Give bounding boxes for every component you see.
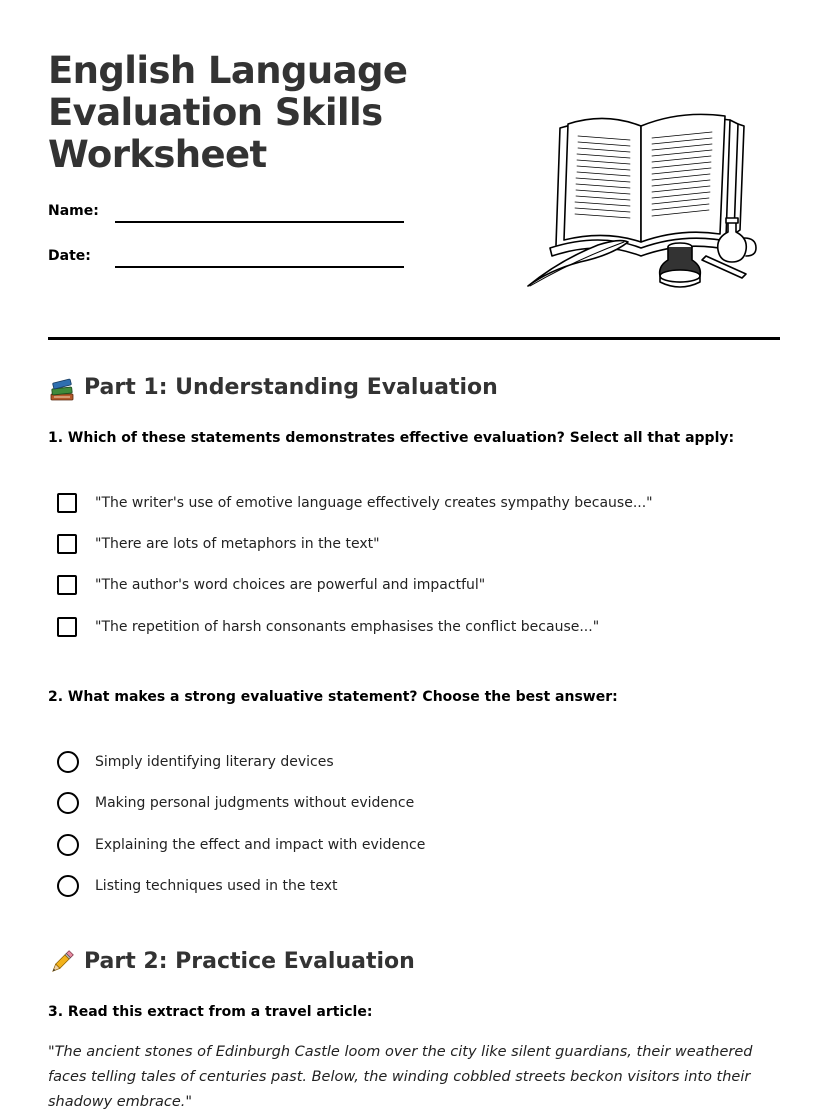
question-1: 1. Which of these statements demonstrates effective evaluation? Select all that apply: [48, 430, 735, 446]
q1-option-label: "There are lots of metaphors in the text" [95, 536, 380, 552]
radio-button[interactable] [57, 792, 79, 814]
q2-option[interactable] [57, 873, 338, 899]
question-3: 3. Read this extract from a travel article: [48, 1004, 373, 1020]
radio-button[interactable] [57, 875, 79, 897]
part1-heading [48, 374, 498, 402]
q2-option[interactable] [57, 790, 414, 816]
q1-option[interactable] [57, 531, 380, 557]
q1-option[interactable] [57, 614, 599, 640]
open-book-illustration-icon [520, 110, 770, 295]
q2-option-label: Listing techniques used in the text [95, 878, 338, 894]
q1-option[interactable] [57, 490, 653, 516]
name-label: Name: [48, 203, 99, 219]
q2-option-label: Simply identifying literary devices [95, 754, 334, 770]
question-2: 2. What makes a strong evaluative statement? Choose the best answer: [48, 689, 618, 705]
checkbox[interactable] [57, 617, 77, 637]
name-field [48, 203, 408, 233]
q1-option[interactable] [57, 572, 485, 598]
date-label: Date: [48, 248, 91, 264]
date-input-line[interactable] [115, 266, 404, 268]
checkbox[interactable] [57, 575, 77, 595]
radio-button[interactable] [57, 751, 79, 773]
q2-option-label: Explaining the effect and impact with evidence [95, 837, 426, 853]
q2-option[interactable] [57, 832, 425, 858]
name-input-line[interactable] [115, 221, 404, 223]
q1-option-label: "The author's word choices are powerful and impactful" [95, 577, 486, 593]
q2-option-label: Making personal judgments without evidence [95, 795, 415, 811]
q2-option[interactable] [57, 749, 334, 775]
books-icon [48, 374, 76, 402]
section-divider [48, 337, 780, 340]
part1-title: Part 1: Understanding Evaluation [84, 375, 498, 400]
q1-option-label: "The repetition of harsh consonants emphasises the conflict because..." [95, 619, 600, 635]
radio-button[interactable] [57, 834, 79, 856]
pencil-icon [48, 948, 76, 976]
checkbox[interactable] [57, 534, 77, 554]
travel-article-extract: "The ancient stones of Edinburgh Castle loom over the city like silent guardians, their weathered faces telling tales of centuries past. Below, the winding cobbled streets beckon visitors into their shadowy embrace." [48, 1044, 753, 1110]
checkbox[interactable] [57, 493, 77, 513]
date-field [48, 248, 408, 278]
part2-title: Part 2: Practice Evaluation [84, 949, 415, 974]
q1-option-label: "The writer's use of emotive language effectively creates sympathy because..." [95, 495, 653, 511]
worksheet-title: English Language Evaluation Skills Worksheet [48, 49, 408, 176]
part2-heading [48, 948, 415, 976]
